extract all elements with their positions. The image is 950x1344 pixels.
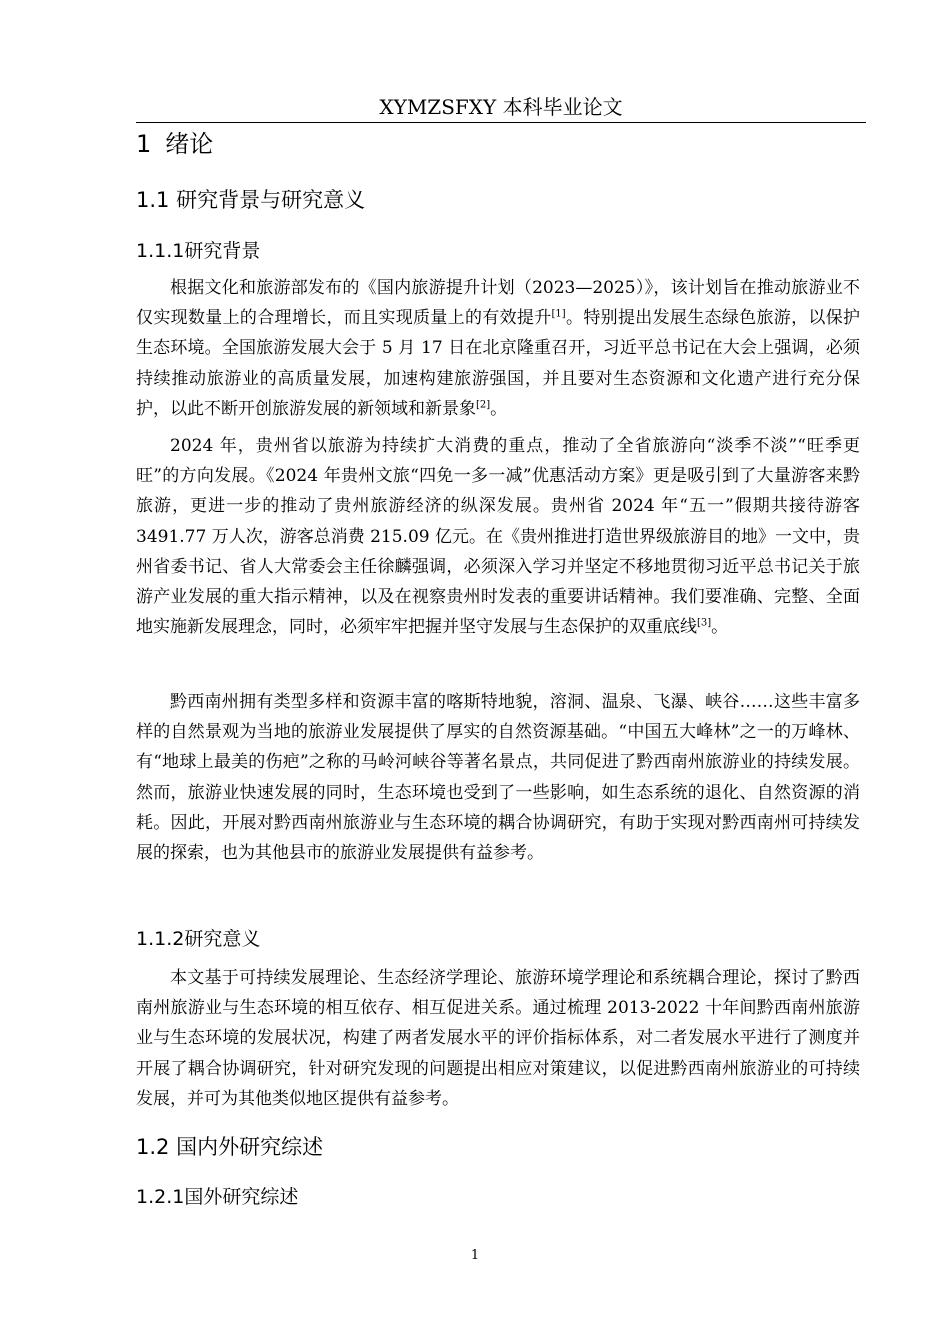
chapter-title: 绪论: [165, 130, 214, 158]
paragraph-background-3: 黔西南州拥有类型多样和资源丰富的喀斯特地貌，溶洞、温泉、飞瀑、峡谷……这些丰富多样的自然景观为当地的旅游业发展提供了厚实的自然资源基础。“中国五大峰林”之一的万峰林、有“地球上最美的伤疤”之称的马岭河峡谷等著名景点，共同促进了黔西南州旅游业的持续发展。然而，旅游业快速发展的同时，生态环境也受到了一些影响，如生态系统的退化、自然资源的消耗。因此，开展对黔西南州旅游业与生态环境的耦合协调研究，有助于实现对黔西南州可持续发展的探索，也为其他县市的旅游业发展提供有益参考。: [136, 692, 860, 864]
citation-1: [1]: [551, 308, 566, 320]
page-header: XYMZSFXY 本科毕业论文: [136, 92, 866, 123]
citation-3: [3]: [697, 617, 712, 629]
paragraph-background-1: 根据文化和旅游部发布的《国内旅游提升计划（2023—2025）》，该计划旨在推动旅游业不仅实现数量上的合理增长，而且实现质量上的有效提升[1]。特别提出发展生态绿色旅游，以保护生态环境。全国旅游发展大会于 5 月 17 日在北京隆重召开，习近平总书记在大会上强调，必须持续推动旅游业的高质量发展，加速构建旅游强国，并且要对生态资源和文化遗产进行充分保护，以此不断开创旅游发展的新领域和新景象[2]。: [136, 278, 861, 419]
subsection-heading-1-1-1: 1.1.1研究背景: [136, 240, 261, 262]
paragraph-significance: 本文基于可持续发展理论、生态经济学理论、旅游环境学理论和系统耦合理论，探讨了黔西南州旅游业与生态环境的相互依存、相互促进关系。通过梳理 2013-2022 十年间黔西南州旅游业与生态环境的发展状况，构建了两者发展水平的评价指标体系，对二者发展水平进行了测度并开展了耦合协调研究，针对研究发现的问题提出相应对策建议，以促进黔西南州旅游业的可持续发展，并可为其他类似地区提供有益参考。: [136, 968, 860, 1109]
citation-2: [2]: [476, 399, 491, 411]
section-heading-1-1: 1.1 研究背景与研究意义: [136, 188, 366, 212]
chapter-heading: [136, 124, 213, 159]
page-number: 1: [470, 1248, 480, 1263]
paragraph-background-2: 2024 年，贵州省以旅游为持续扩大消费的重点，推动了全省旅游向“淡季不淡”“旺季更旺”的方向发展。《2024 年贵州文旅“四免一多一减”优惠活动方案》更是吸引到了大量游客来黔旅游，更进一步的推动了贵州旅游经济的纵深发展。贵州省 2024 年“五一”假期共接待游客 3491.77 万人次，游客总消费 215.09 亿元。在《贵州推进打造世界级旅游目的地》一文中，贵州省委书记、省人大常委会主任徐麟强调，必须深入学习并坚定不移地贯彻习近平总书记关于旅游产业发展的重大指示精神，以及在视察贵州时发表的重要讲话精神。我们要准确、完整、全面地实施新发展理念，同时，必须牢牢把握并坚守发展与生态保护的双重底线[3]。: [136, 436, 860, 638]
chapter-number: 1: [136, 130, 152, 158]
subsection-heading-1-1-2: 1.1.2研究意义: [136, 928, 261, 950]
section-heading-1-2: 1.2 国内外研究综述: [136, 1135, 324, 1159]
subsection-heading-1-2-1: 1.2.1国外研究综述: [136, 1186, 299, 1208]
